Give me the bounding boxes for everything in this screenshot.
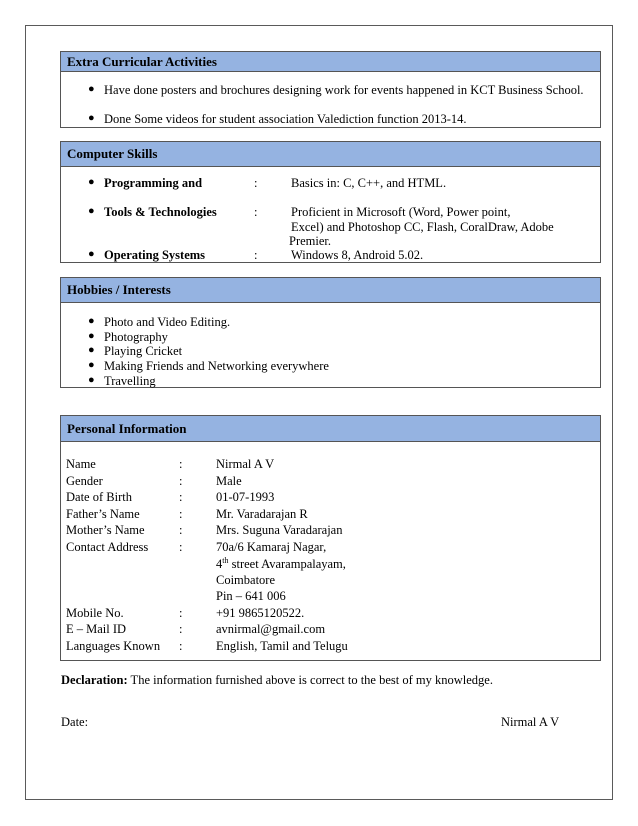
field-colon: : <box>179 507 183 521</box>
list-item: Playing Cricket <box>104 344 183 358</box>
declaration-label: Declaration: <box>61 673 128 687</box>
field-colon: : <box>179 490 183 504</box>
personal-info-section <box>60 415 601 661</box>
field-value <box>216 556 346 572</box>
field-label: E – Mail ID <box>66 622 127 636</box>
section-heading: Extra Curricular Activities <box>61 52 600 72</box>
field-value: English, Tamil and Telugu <box>216 639 348 653</box>
bullet-icon: ● <box>88 83 95 95</box>
field-value: Pin – 641 006 <box>216 589 286 603</box>
field-value: Nirmal A V <box>216 457 275 471</box>
section-heading: Computer Skills <box>61 142 600 167</box>
field-colon: : <box>179 606 183 620</box>
declaration <box>61 673 493 688</box>
field-label: Gender <box>66 474 103 488</box>
skill-label: Tools & Technologies <box>104 205 217 219</box>
field-colon: : <box>179 622 183 636</box>
list-item-text: Have done posters and brochures designing work for events happened in KCT Business School. <box>104 83 584 97</box>
skill-value: Basics in: C, C++, and HTML. <box>291 176 447 190</box>
field-value: avnirmal@gmail.com <box>216 622 326 636</box>
date-label: Date: <box>61 715 89 729</box>
field-colon: : <box>179 523 183 537</box>
field-value-part: street Avarampalayam, <box>228 557 346 572</box>
skill-label: Operating Systems <box>104 248 206 262</box>
field-colon: : <box>179 639 183 653</box>
field-label: Languages Known <box>66 639 161 653</box>
skill-colon: : <box>254 248 258 262</box>
section-heading: Hobbies / Interests <box>61 278 600 303</box>
field-label: Contact Address <box>66 540 149 554</box>
section-heading: Personal Information <box>61 416 600 442</box>
skill-colon: : <box>254 176 258 190</box>
skill-value: Proficient in Microsoft (Word, Power point, <box>291 205 511 219</box>
bullet-icon: ● <box>88 315 95 327</box>
hobbies-section <box>60 277 601 388</box>
bullet-icon: ● <box>88 374 95 386</box>
bullet-icon: ● <box>88 112 95 124</box>
field-colon: : <box>179 474 183 488</box>
list-item: Photo and Video Editing. <box>104 315 231 329</box>
field-value-sup: th <box>222 556 229 565</box>
skill-value: Excel) and Photoshop CC, Flash, CoralDraw, Adobe <box>291 220 554 234</box>
field-value-part: 4 <box>216 557 223 572</box>
bullet-icon: ● <box>88 344 95 356</box>
list-item: Photography <box>104 330 168 344</box>
field-label: Mother’s Name <box>66 523 145 537</box>
declaration-text: The information furnished above is correct to the best of my knowledge. <box>127 673 493 687</box>
computer-skills-section <box>60 141 601 263</box>
field-value: Mr. Varadarajan R <box>216 507 308 521</box>
bullet-icon: ● <box>88 330 95 342</box>
skill-colon: : <box>254 205 258 219</box>
field-value: Coimbatore <box>216 573 276 587</box>
field-label: Mobile No. <box>66 606 124 620</box>
skill-label: Programming and <box>104 176 203 190</box>
skill-value: Premier. <box>289 234 332 248</box>
list-item: Travelling <box>104 374 156 388</box>
field-value: 70a/6 Kamaraj Nagar, <box>216 540 327 554</box>
field-value: 01-07-1993 <box>216 490 275 504</box>
field-value: +91 9865120522. <box>216 606 305 620</box>
bullet-icon: ● <box>88 248 95 260</box>
bullet-icon: ● <box>88 176 95 188</box>
field-value: Male <box>216 474 242 488</box>
skill-value: Windows 8, Android 5.02. <box>291 248 424 262</box>
bullet-icon: ● <box>88 205 95 217</box>
field-label: Father’s Name <box>66 507 140 521</box>
list-item: Making Friends and Networking everywhere <box>104 359 329 373</box>
field-label: Name <box>66 457 96 471</box>
field-label: Date of Birth <box>66 490 132 504</box>
extra-curricular-section <box>60 51 601 128</box>
signature-name: Nirmal A V <box>501 715 560 729</box>
field-value: Mrs. Suguna Varadarajan <box>216 523 343 537</box>
field-colon: : <box>179 540 183 554</box>
bullet-icon: ● <box>88 359 95 371</box>
list-item-text: Done Some videos for student association Valediction function 2013-14. <box>104 112 467 126</box>
field-colon: : <box>179 457 183 471</box>
